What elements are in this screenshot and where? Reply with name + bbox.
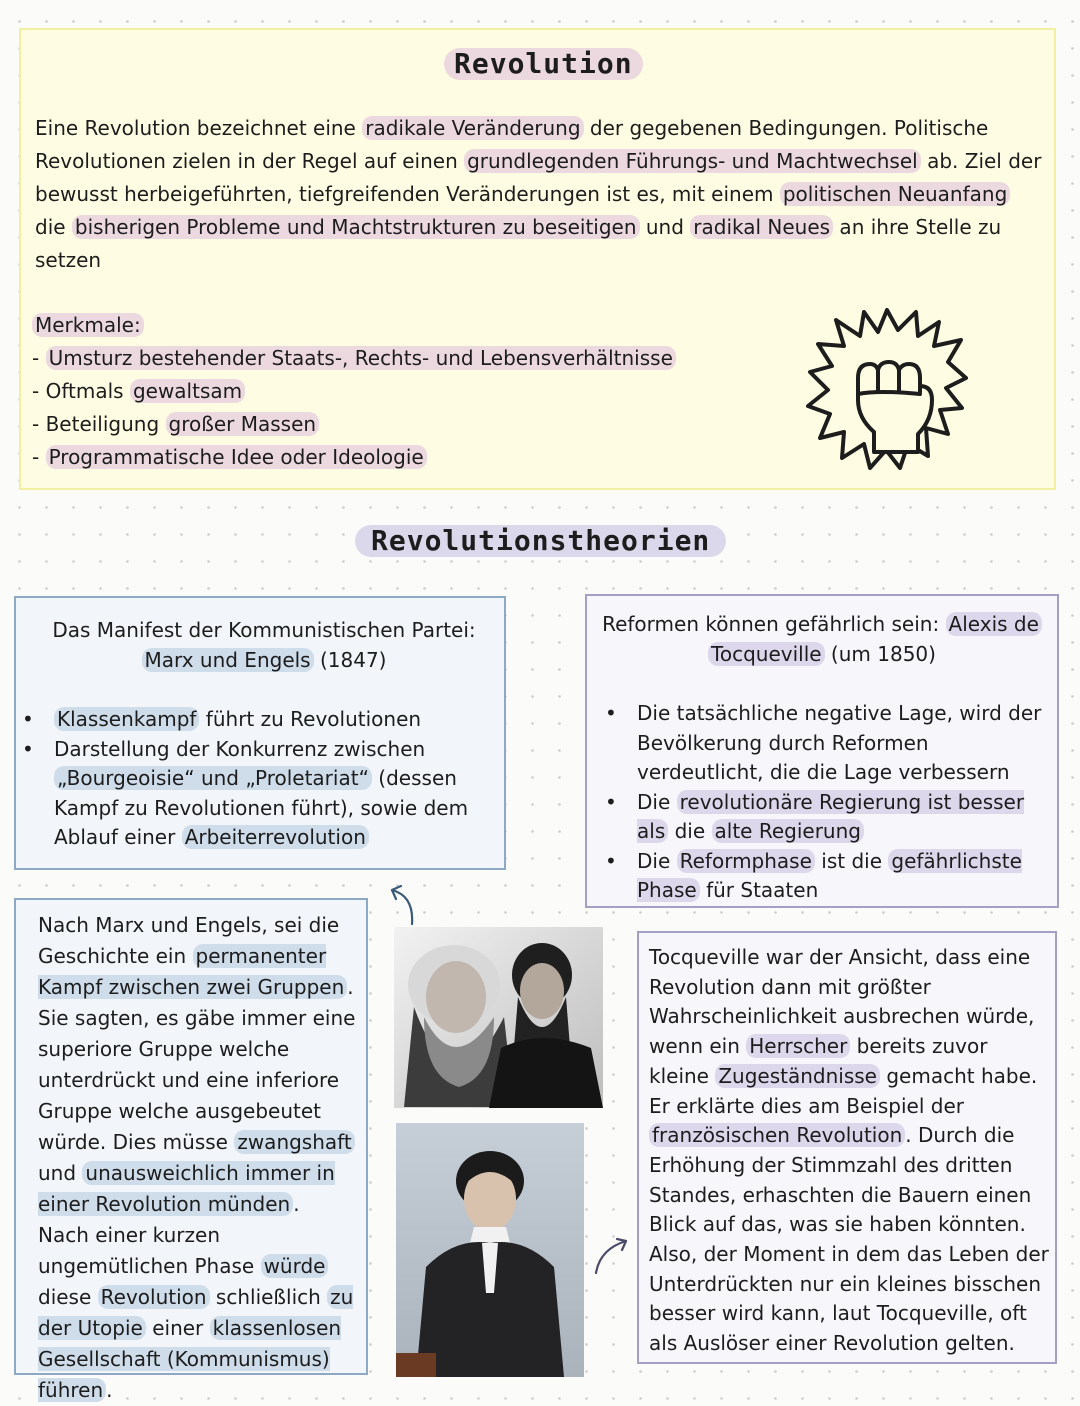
merkmal-item bbox=[32, 441, 676, 474]
highlighted-text: revolutionäre Regierung ist besser als bbox=[637, 789, 1025, 843]
arrow-up-right-icon bbox=[592, 1233, 632, 1277]
text-segment: Die tatsächliche negative Lage, wird der Bevölkerung durch Reformen verdeutlicht, die die Lage verbessern bbox=[637, 701, 1042, 784]
text-segment: der gegebenen Bedingungen. Politische Revolutionen zielen in der Regel auf einen bbox=[35, 116, 989, 173]
text-segment: . bbox=[106, 1378, 113, 1402]
highlighted-text: Zugeständnisse bbox=[715, 1064, 880, 1088]
highlighted-text: zwangshaft bbox=[234, 1130, 354, 1154]
highlighted-text: Herrscher bbox=[746, 1034, 850, 1058]
merkmal-item bbox=[32, 408, 676, 441]
highlighted-text: Tocqueville bbox=[708, 642, 825, 666]
highlighted-text: Revolution bbox=[98, 1285, 210, 1309]
merkmale-label: Merkmale: bbox=[32, 313, 144, 337]
marx-card-heading-line bbox=[40, 646, 488, 676]
text-segment: führt zu Revolutionen bbox=[199, 707, 422, 731]
revolution-definition bbox=[35, 112, 1045, 277]
text-segment: Das Manifest der Kommunistischen Partei: bbox=[52, 618, 476, 642]
arrow-up-left-icon bbox=[386, 882, 420, 926]
text-segment: (1847) bbox=[313, 647, 387, 672]
marx-bullet bbox=[54, 735, 488, 853]
highlighted-text: Klassenkampf bbox=[54, 707, 199, 731]
text-segment: Darstellung der Konkurrenz zwischen bbox=[54, 736, 426, 761]
text-segment: Beteiligung bbox=[45, 412, 166, 436]
highlighted-text: grundlegenden Führungs- und Machtwechsel bbox=[464, 149, 921, 173]
highlighted-text: französischen Revolution bbox=[649, 1123, 905, 1147]
text-segment: die bbox=[35, 215, 72, 239]
marx-bullet bbox=[54, 705, 488, 735]
tocqueville-card bbox=[585, 594, 1059, 908]
highlighted-text: politischen Neuanfang bbox=[780, 182, 1010, 206]
highlighted-text: radikale Veränderung bbox=[362, 116, 583, 140]
marx-card-heading bbox=[40, 616, 488, 675]
text-segment: einer bbox=[145, 1316, 210, 1340]
text-segment: Die bbox=[637, 848, 677, 873]
highlighted-text: Marx und Engels bbox=[142, 648, 314, 672]
text-segment: bereits zuvor kleine bbox=[649, 1034, 988, 1088]
text-segment: an ihre Stelle zu setzen bbox=[35, 215, 1002, 272]
text-segment: (dessen Kampf zu Revolutionen führt), sowie dem Ablauf einer bbox=[54, 766, 469, 849]
text-segment: ab. Ziel der bewusst herbeigeführten, tiefgreifenden Veränderungen ist es, mit einem bbox=[35, 149, 1042, 206]
merkmale-list bbox=[32, 342, 676, 474]
highlighted-text: Arbeiterrevolution bbox=[182, 825, 369, 849]
text-segment: (um 1850) bbox=[824, 641, 936, 666]
text-segment: ist die bbox=[814, 848, 889, 873]
text-segment: die bbox=[668, 819, 712, 843]
highlighted-text: Alexis de bbox=[946, 612, 1042, 636]
text-segment: . Durch die Erhöhung der Stimmzahl des dritten Standes, erhaschten die Bauern einen Blick auf das, was sie haben könnten. Also, der Moment in dem das Leben der Unterdrückten nur ein kleines bisschen besser wird kann, laut Tocqueville, oft als Auslöser einer Revolution gelten. bbox=[649, 1123, 1049, 1356]
marx-explanation-text bbox=[16, 900, 366, 1406]
revolution-title: Revolution bbox=[444, 48, 643, 80]
text-segment: für Staaten bbox=[699, 878, 819, 902]
raised-fist-icon bbox=[806, 308, 968, 470]
marx-explanation-card bbox=[14, 898, 368, 1402]
text-segment: Die bbox=[637, 789, 677, 814]
highlighted-text: Programmatische Idee oder Ideologie bbox=[46, 445, 427, 469]
text-segment: Nach Marx und Engels, sei die Geschichte ein bbox=[38, 913, 340, 968]
tocqueville-explanation-text bbox=[639, 933, 1055, 1359]
highlighted-text: alte Regierung bbox=[712, 819, 864, 843]
text-segment: Tocqueville war der Ansicht, dass eine Revolution dann mit größter Wahrscheinlichkeit ausbrechen würde, wenn ein bbox=[649, 945, 1035, 1059]
text-segment: gemacht habe. Er erklärte dies am Beispiel der bbox=[649, 1063, 1038, 1118]
text-segment: schließlich bbox=[209, 1285, 328, 1309]
toc-bullet bbox=[637, 847, 1043, 906]
highlighted-text: Reformphase bbox=[677, 849, 815, 873]
text-segment: Eine Revolution bezeichnet eine bbox=[35, 116, 363, 140]
merkmale-section bbox=[32, 309, 676, 474]
tocqueville-explanation-card bbox=[637, 931, 1057, 1364]
highlighted-text: radikal Neues bbox=[690, 215, 833, 239]
highlighted-text: klassenlosen Gesellschaft (Kommunismus) führen bbox=[38, 1316, 342, 1402]
portrait-marx-engels bbox=[394, 927, 603, 1108]
highlighted-text: Umsturz bestehender Staats-, Rechts- und Lebensverhältnisse bbox=[46, 346, 676, 370]
text-segment: und bbox=[38, 1161, 83, 1185]
toc-card-heading-line bbox=[601, 640, 1043, 670]
text-segment: diese bbox=[38, 1285, 98, 1309]
marx-card-heading-line bbox=[40, 616, 488, 646]
text-segment: Reformen können gefährlich sein: bbox=[602, 612, 946, 636]
text-segment: . Sie sagten, es gäbe immer eine superiore Gruppe welche unterdrückt und eine inferiore Gruppe welche ausgebeutet würde. Dies müsse bbox=[38, 975, 356, 1154]
highlighted-text: permanenter Kampf zwischen zwei Gruppen bbox=[38, 944, 347, 999]
highlighted-text: bisherigen Probleme und Machtstrukturen zu beseitigen bbox=[72, 215, 640, 239]
highlighted-text: zu der Utopie bbox=[38, 1285, 354, 1340]
merkmal-item bbox=[32, 375, 676, 408]
highlighted-text: „Bourgeoisie“ und „Proletariat“ bbox=[54, 766, 372, 790]
highlighted-text: großer Massen bbox=[166, 412, 320, 436]
revolutionstheorien-title: Revolutionstheorien bbox=[355, 525, 726, 557]
highlighted-text: gefährlichste Phase bbox=[637, 848, 1022, 902]
toc-bullet bbox=[637, 788, 1043, 847]
text-segment: . Nach einer kurzen ungemütlichen Phase bbox=[38, 1192, 300, 1278]
marx-engels-card bbox=[14, 596, 506, 870]
highlighted-text: würde bbox=[261, 1254, 329, 1278]
toc-card-heading-line bbox=[601, 610, 1043, 640]
text-segment: und bbox=[639, 215, 691, 239]
toc-bullet bbox=[637, 699, 1043, 788]
portrait-tocqueville bbox=[396, 1123, 584, 1377]
toc-card-heading bbox=[601, 610, 1043, 669]
highlighted-text: unausweichlich immer in einer Revolution münden bbox=[38, 1161, 335, 1216]
highlighted-text: gewaltsam bbox=[130, 379, 245, 403]
text-segment: Oftmals bbox=[45, 379, 130, 403]
merkmal-item bbox=[32, 342, 676, 375]
